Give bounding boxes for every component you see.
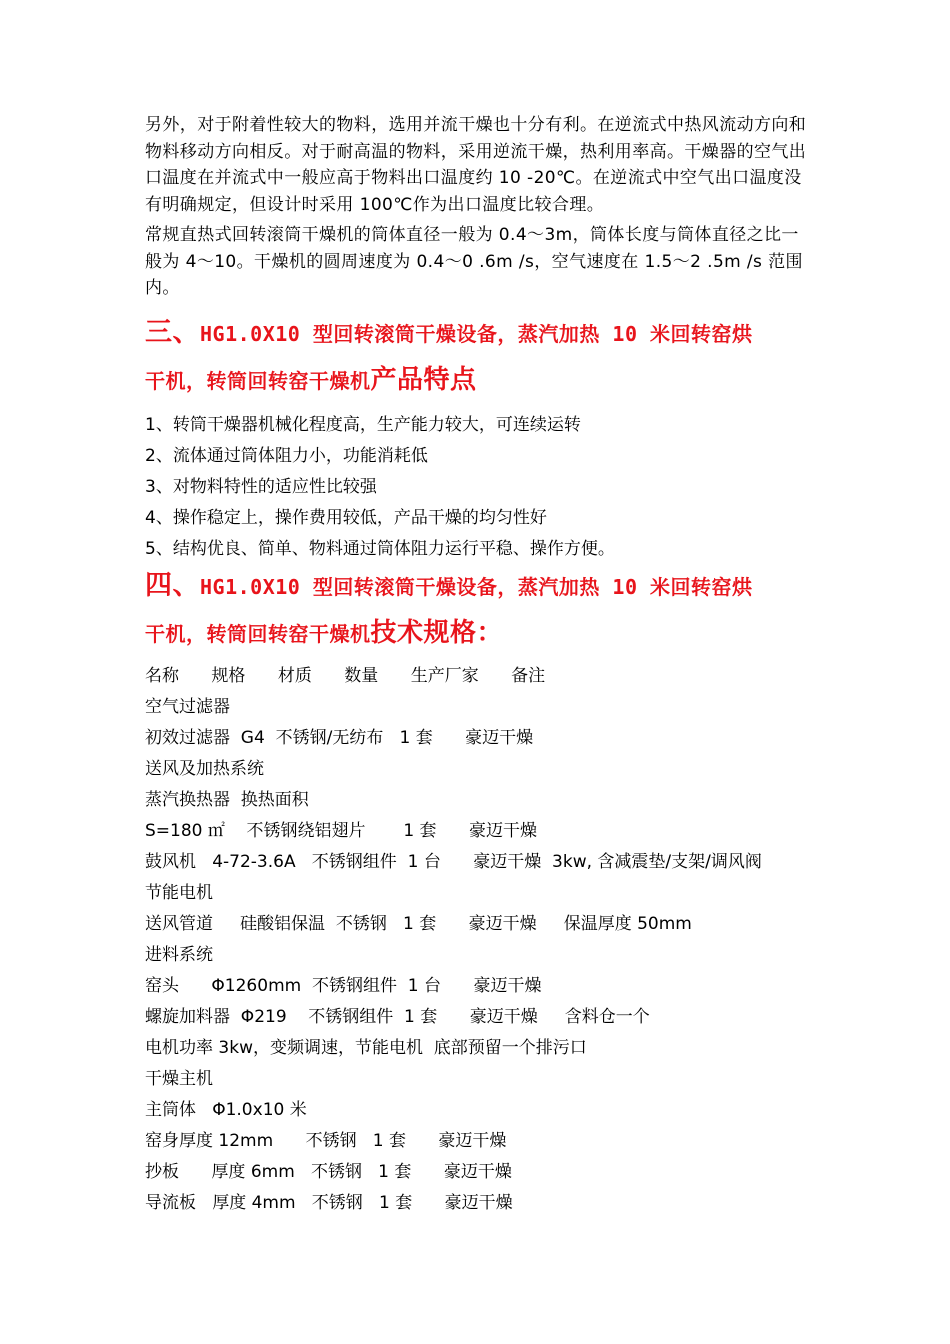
- spec-row: 导流板 厚度 4mm 不锈钢 1 套 豪迈干燥: [145, 1192, 513, 1213]
- spec-row: 窑头 Φ1260mm 不锈钢组件 1 台 豪迈干燥: [145, 975, 542, 996]
- section-3-title-2b: 产品特点: [370, 364, 477, 395]
- section-3-number: 三、: [145, 316, 200, 348]
- section-3-heading-line-2: [145, 365, 810, 396]
- spec-row: 窑身厚度 12mm 不锈钢 1 套 豪迈干燥: [145, 1130, 507, 1151]
- spec-row: 抄板 厚度 6mm 不锈钢 1 套 豪迈干燥: [145, 1161, 512, 1182]
- spec-row: 主筒体 Φ1.0x10 米: [145, 1099, 307, 1120]
- section-3-title-2a: 干机，转筒回转窑干燥机: [145, 368, 371, 393]
- section-4-title-1: HG1.0X10 型回转滚筒干燥设备，蒸汽加热 10 米回转窑烘: [200, 574, 753, 599]
- spec-row: 鼓风机 4-72-3.6A 不锈钢组件 1 台 豪迈干燥 3kw, 含减震垫/支架/调风阀: [145, 851, 762, 872]
- spec-header-row: 名称 规格 材质 数量 生产厂家 备注: [145, 665, 546, 686]
- feature-item: 5、结构优良、简单、物料通过筒体阻力运行平稳、操作方便。: [145, 538, 615, 559]
- spec-row: 干燥主机: [145, 1068, 213, 1089]
- section-4-heading-line-1: [145, 571, 810, 602]
- spec-row: 进料系统: [145, 944, 213, 965]
- intro-paragraph-2: 常规直热式回转滚筒干燥机的筒体直径一般为 0.4～3m，筒体长度与筒体直径之比一般为 4～10。干燥机的圆周速度为 0.4～0 .6m /s，空气速度在 1.5～2 .5m /s 范围内。: [145, 225, 803, 298]
- spec-row: 送风及加热系统: [145, 758, 264, 779]
- section-4-title-2a: 干机，转筒回转窑干燥机: [145, 621, 371, 646]
- section-4-heading-line-2: [145, 618, 810, 649]
- feature-item: 4、操作稳定上，操作费用较低，产品干燥的均匀性好: [145, 507, 547, 528]
- feature-item: 2、流体通过筒体阻力小，功能消耗低: [145, 445, 428, 466]
- spec-table: [145, 661, 810, 1219]
- spec-row: 蒸汽换热器 换热面积: [145, 789, 309, 810]
- spec-row: 空气过滤器: [145, 696, 230, 717]
- section-4-title-2b: 技术规格：: [370, 617, 504, 648]
- section-4-number: 四、: [145, 569, 200, 601]
- section-3-heading-line-1: [145, 318, 810, 349]
- intro-paragraph-1: 另外，对于附着性较大的物料，选用并流干燥也十分有利。在逆流式中热风流动方向和物料移动方向相反。对于耐高温的物料，采用逆流干燥，热利用率高。干燥器的空气出口温度在并流式中一般应高于物料出口温度约 10 -20℃。在逆流式中空气出口温度没有明确规定，但设计时采用 100℃作为出口温度比较合理。: [145, 115, 807, 215]
- section-3-title-1: HG1.0X10 型回转滚筒干燥设备，蒸汽加热 10 米回转窑烘: [200, 321, 753, 346]
- feature-item: 3、对物料特性的适应性比较强: [145, 476, 377, 497]
- spec-row: S=180 ㎡ 不锈钢绕铝翅片 1 套 豪迈干燥: [145, 820, 537, 841]
- spec-row: 电机功率 3kw，变频调速，节能电机 底部预留一个排污口: [145, 1037, 587, 1058]
- document-body: [145, 112, 810, 1219]
- spec-row: 螺旋加料器 Φ219 不锈钢组件 1 套 豪迈干燥 含料仓一个: [145, 1006, 650, 1027]
- spec-row: 初效过滤器 G4 不锈钢/无纺布 1 套 豪迈干燥: [145, 727, 534, 748]
- feature-item: 1、转筒干燥器机械化程度高，生产能力较大，可连续运转: [145, 414, 581, 435]
- spec-row: 送风管道 硅酸铝保温 不锈钢 1 套 豪迈干燥 保温厚度 50mm: [145, 913, 692, 934]
- spec-row: 节能电机: [145, 882, 213, 903]
- features-list: [145, 410, 810, 565]
